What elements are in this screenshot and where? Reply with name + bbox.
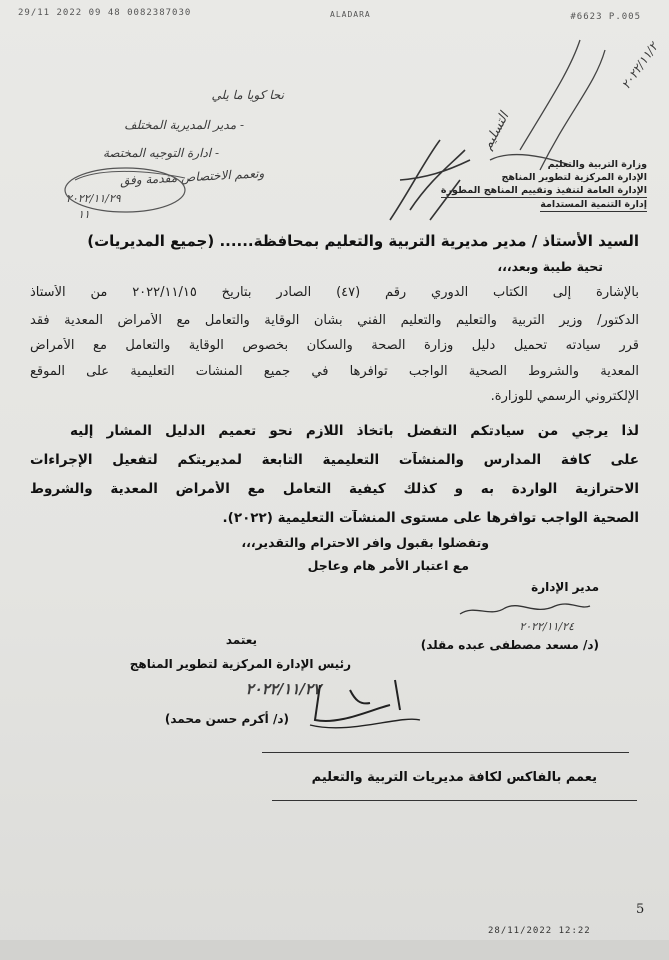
- page-number: 5: [636, 902, 645, 917]
- fax-header-left: 29/11 2022 09 48 0082387030: [18, 8, 192, 18]
- handwritten-note-line4: وتعمم الاختصاص مقدمة وفق: [119, 166, 265, 188]
- handwritten-note-line2: - مدير المديرية المختلف: [124, 118, 244, 132]
- approver-handwritten-date: ٢٠٢٢/١١/٢٧: [245, 680, 321, 698]
- fax-header-right: #6623 P.005: [570, 12, 641, 22]
- ministry-letterhead: [407, 158, 647, 212]
- paragraph1-line4: المعدية والشروط الصحية الواجب توافرها في جميع المنشآت التعليمية على الموقع: [30, 364, 639, 379]
- closing-regards: وتفضلوا بقبول وافر الاحترام والتقدير،،،: [241, 535, 489, 550]
- addressee-line: السيد الأستاذ / مدير مديرية التربية والتعليم بمحافظة...... (جميع المديريات): [87, 232, 639, 250]
- letterhead-central-admin: الإدارة المركزية لتطوير المناهج: [501, 172, 647, 183]
- received-stamp-scribble-icon: [55, 160, 215, 230]
- handwritten-left-number: ١١: [78, 208, 90, 221]
- paragraph2-line1: لذا يرجي من سيادتكم التفضل باتخاذ اللازم نحو تعميم الدليل المشار إليه: [70, 423, 639, 439]
- approve-label: يعتمد: [225, 633, 257, 647]
- paragraph1-line5: الإلكتروني الرسمي للوزارة.: [490, 389, 639, 404]
- fax-distribution-note: يعمم بالفاكس لكافة مديريات التربية والتعليم: [311, 770, 597, 785]
- approver-name: (د/ أكرم حسن محمد): [164, 712, 289, 726]
- paragraph2-line4: الصحية الواجب توافرها على مستوى المنشآت التعليمية (٢٠٢٢).: [222, 510, 639, 526]
- paragraph2-line2: على كافة المدارس والمنشآت التعليمية التابعة لمديريتكم لتفعيل الإجراءات: [30, 452, 639, 468]
- paragraph1-line3: قرر سيادته تحميل دليل وزارة الصحة والسكان بخصوص الوقاية والتعامل مع الأمراض: [30, 338, 639, 353]
- greeting: تحية طيبة وبعد،،،: [497, 259, 603, 274]
- bottom-fax-timestamp: 28/11/2022 12:22: [488, 926, 591, 936]
- handwritten-note-line3: - ادارة التوجيه المختصة: [102, 146, 219, 160]
- letterhead-ministry: وزارة التربية والتعليم: [547, 159, 647, 170]
- director-name: (د/ مسعد مصطفى عبده مقلد): [420, 638, 599, 652]
- fax-header: [18, 8, 651, 22]
- paragraph2-line3: الاحترازية الواردة به و كذلك كيفية التعامل مع الأمراض المعدية والشروط: [30, 481, 639, 497]
- letterhead-department: إدارة التنمية المستدامة: [540, 199, 647, 210]
- handwritten-left-date: ٢٠٢٢/١١/٢٩: [66, 192, 121, 205]
- fax-header-center: ALADARA: [330, 10, 371, 19]
- closing-urgent: مع اعتبار الأمر هام وعاجل: [307, 558, 469, 573]
- handwritten-corner-date: ٢٠٢٢/١١/٢: [618, 40, 661, 92]
- bottom-strip: [0, 940, 669, 960]
- approver-signature-icon: [300, 665, 430, 735]
- paragraph1-line2: الدكتور/ وزير التربية والتعليم والتعليم الفني بشأن الوقاية والتعامل مع الأمراض المعدية فقد: [30, 313, 639, 328]
- director-handwritten-date: ٢٠٢٢/١١/٢٤: [519, 620, 574, 633]
- paragraph1-line1: بالإشارة إلى الكتاب الدوري رقم (٤٧) الصادر بتاريخ ٢٠٢٢/١١/١٥ من الأستاذ: [30, 285, 639, 300]
- handwritten-note-line1: نحا كويا ما يلي: [211, 88, 284, 102]
- letterhead-general-admin: الإدارة العامة لتنفيذ وتقييم المناهج المطورة: [440, 185, 647, 196]
- divider-line: [262, 752, 629, 753]
- director-title: مدير الإدارة: [531, 580, 599, 594]
- approver-title: رئيس الإدارة المركزية لتطوير المناهج: [129, 657, 351, 671]
- handwritten-corner-word: التسليم: [480, 110, 513, 153]
